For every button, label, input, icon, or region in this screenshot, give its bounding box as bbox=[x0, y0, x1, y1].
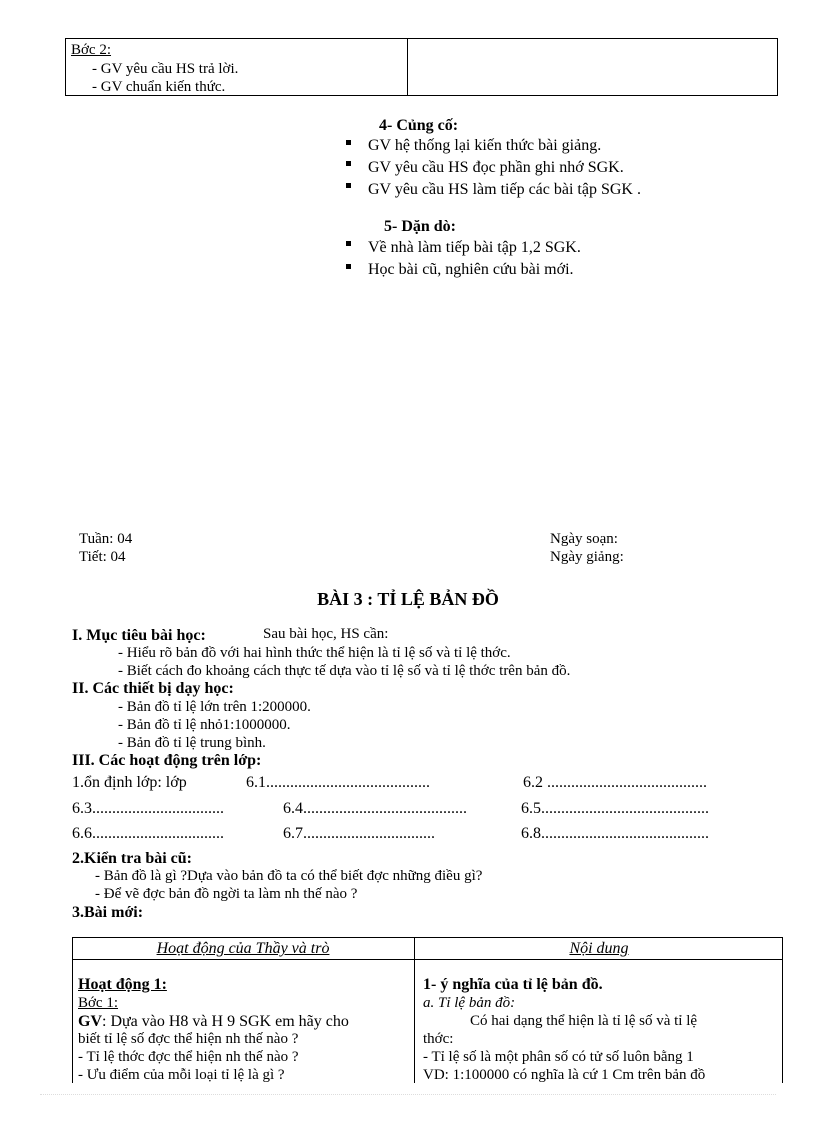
class-field: 6.6................................. bbox=[72, 825, 224, 842]
page-footer-rule bbox=[40, 1094, 776, 1095]
new-lesson-heading: 3.Bài mới: bbox=[72, 904, 144, 921]
gv-label: GV bbox=[78, 1013, 102, 1030]
equipment-item: - Bản đồ tỉ lệ lớn trên 1:200000. bbox=[118, 699, 311, 715]
review-heading: 2.Kiển tra bài cũ: bbox=[72, 850, 192, 867]
prep-date-label: Ngày soạn: bbox=[550, 531, 618, 547]
objective-item: - Hiểu rõ bản đồ với hai hình thức thể hiện là tỉ lệ số và tỉ lệ thớc. bbox=[118, 645, 511, 661]
list-item: GV yêu cầu HS đọc phần ghi nhớ SGK. bbox=[368, 159, 624, 176]
step-label: Bớc 2: bbox=[71, 42, 112, 58]
class-field: 6.3................................. bbox=[72, 800, 224, 817]
bullet-icon bbox=[346, 140, 351, 145]
objectives-heading: I. Mục tiêu bài học: bbox=[72, 627, 206, 644]
gv-text: : Dựa vào H8 và H 9 SGK em hãy cho bbox=[102, 1013, 349, 1030]
table-line: biết tỉ lệ số đợc thể hiện nh thế nào ? bbox=[78, 1031, 299, 1047]
cung-co-heading: 4- Củng cố: bbox=[379, 117, 459, 134]
content-subheading: a. Tỉ lệ bản đồ: bbox=[423, 995, 516, 1011]
class-field: 6.8.......................................... bbox=[521, 825, 709, 842]
content-heading: 1- ý nghĩa của tỉ lệ bản đồ. bbox=[423, 976, 603, 993]
class-field: 6.4......................................... bbox=[283, 800, 467, 817]
review-question: - Để vẽ đợc bản đồ ngời ta làm nh thế nào ? bbox=[95, 886, 358, 902]
table-line: - Tỉ lệ thớc đợc thể hiện nh thế nào ? bbox=[78, 1049, 299, 1065]
equipment-item: - Bản đồ tỉ lệ trung bình. bbox=[118, 735, 266, 751]
list-item: GV yêu cầu HS làm tiếp các bài tập SGK . bbox=[368, 181, 641, 198]
teach-date-label: Ngày giảng: bbox=[550, 549, 624, 565]
class-field: 6.2 ........................................ bbox=[523, 774, 707, 791]
table-line: - Ưu điểm của mỗi loại tỉ lệ là gì ? bbox=[78, 1067, 285, 1083]
objectives-intro: Sau bài học, HS cần: bbox=[263, 626, 389, 642]
table-line: thớc: bbox=[423, 1031, 454, 1047]
bullet-icon bbox=[346, 241, 351, 246]
table-header-left: Hoạt động của Thầy và trò bbox=[156, 940, 330, 957]
week-label: Tuần: 04 bbox=[79, 531, 133, 547]
class-field: 6.7................................. bbox=[283, 825, 435, 842]
table-line bbox=[78, 1013, 349, 1031]
objective-item: - Biết cách đo khoảng cách thực tế dựa vào tỉ lệ số và tỉ lệ thớc trên bản đồ. bbox=[118, 663, 571, 679]
equipment-heading: II. Các thiết bị dạy học: bbox=[72, 680, 234, 697]
stabilize-label: 1.ổn định lớp: lớp bbox=[72, 774, 187, 791]
class-field: 6.1......................................... bbox=[246, 774, 430, 791]
class-field: 6.5.......................................... bbox=[521, 800, 709, 817]
table-header-divider bbox=[72, 959, 783, 960]
list-item: Về nhà làm tiếp bài tập 1,2 SGK. bbox=[368, 239, 581, 256]
table-line: Có hai dạng thể hiện là tỉ lệ số và tỉ lệ bbox=[470, 1013, 698, 1029]
bullet-icon bbox=[346, 161, 351, 166]
table-line: - Tỉ lệ số là một phân số có tử số luôn bằng 1 bbox=[423, 1049, 694, 1065]
bullet-icon bbox=[346, 183, 351, 188]
page-title: BÀI 3 : TỈ LỆ BẢN ĐỒ bbox=[317, 589, 499, 609]
table-column-divider bbox=[407, 39, 408, 95]
activity-label: Hoạt động 1: bbox=[78, 976, 167, 993]
period-label: Tiết: 04 bbox=[79, 549, 126, 565]
list-item: GV hệ thống lại kiến thức bài giảng. bbox=[368, 137, 602, 154]
bullet-icon bbox=[346, 264, 351, 269]
table-line: - GV chuẩn kiến thức. bbox=[92, 79, 226, 95]
activities-heading: III. Các hoạt động trên lớp: bbox=[72, 752, 262, 769]
list-item: Học bài cũ, nghiên cứu bài mới. bbox=[368, 261, 574, 278]
table-line: - GV yêu cầu HS trả lời. bbox=[92, 61, 239, 77]
top-table bbox=[65, 38, 778, 96]
review-question: - Bản đồ là gì ?Dựa vào bản đồ ta có thể biết đợc những điều gì? bbox=[95, 868, 483, 884]
table-header-right: Nội dung bbox=[569, 940, 629, 957]
equipment-item: - Bản đồ tỉ lệ nhỏ1:1000000. bbox=[118, 717, 291, 733]
table-line: VD: 1:100000 có nghĩa là cứ 1 Cm trên bản đồ bbox=[423, 1067, 706, 1083]
dan-do-heading: 5- Dặn dò: bbox=[384, 218, 457, 235]
activities-table bbox=[72, 937, 783, 1083]
step-label: Bớc 1: bbox=[78, 995, 119, 1011]
